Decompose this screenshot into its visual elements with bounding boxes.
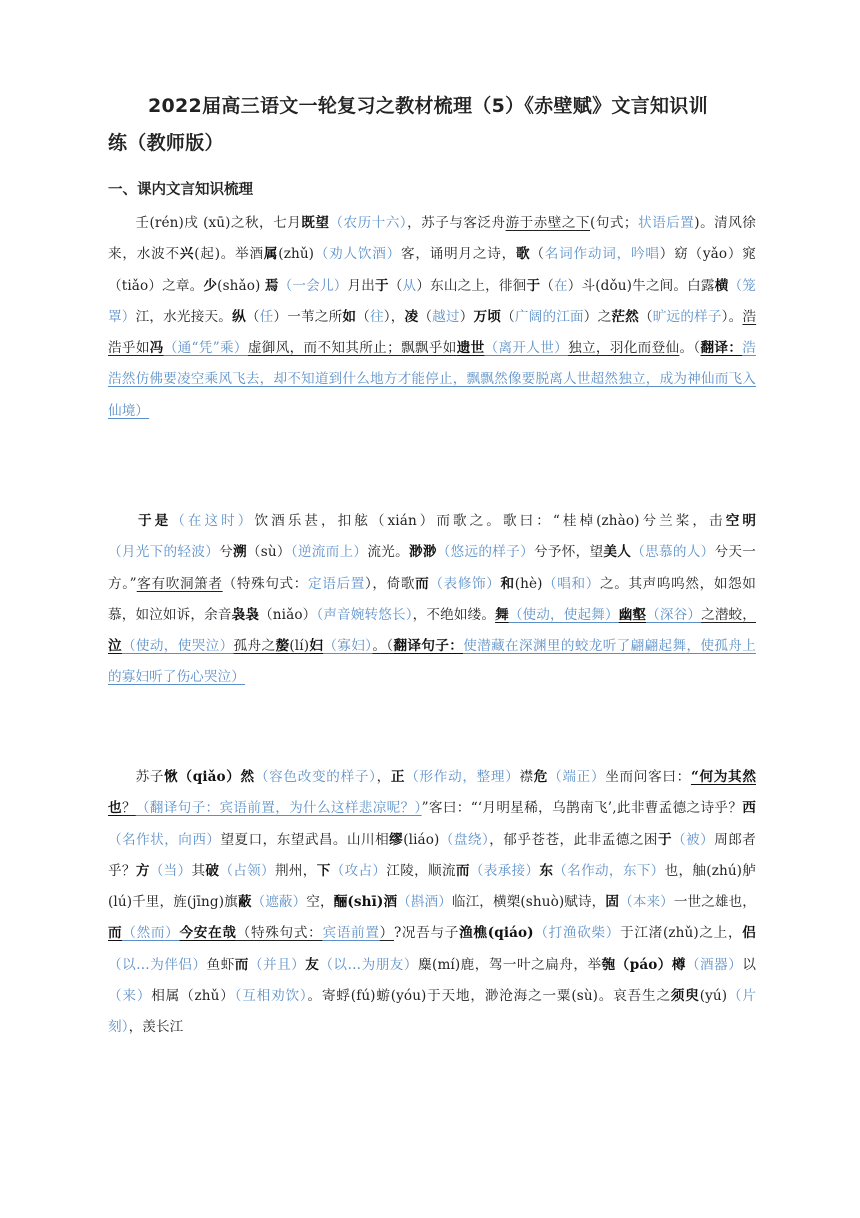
text-segment: 焉 bbox=[264, 277, 279, 294]
text-segment: （ bbox=[356, 308, 370, 325]
text-segment: （容色改变的样子） bbox=[254, 769, 377, 785]
text-segment: 袅袅 bbox=[231, 606, 260, 623]
text-segment: （ bbox=[388, 277, 403, 294]
text-segment: （来） bbox=[108, 988, 152, 1005]
text-segment: 幽壑 bbox=[618, 606, 647, 623]
text-segment: （当） bbox=[149, 862, 192, 879]
text-segment: 妇 bbox=[309, 638, 324, 655]
text-segment: ）之 bbox=[583, 308, 612, 325]
text-segment: 旷远的样子 bbox=[652, 308, 722, 325]
title-line-1: 2022届高三语文一轮复习之教材梳理（5）《赤壁赋》文言知识训 bbox=[148, 95, 708, 117]
text-segment: （ bbox=[501, 308, 515, 325]
text-segment: (lí) bbox=[289, 638, 310, 655]
text-segment: （寡妇） bbox=[323, 638, 373, 655]
text-segment: （使动，使哭泣） bbox=[121, 638, 234, 655]
text-segment: 麋(mí)鹿，驾一叶之扁舟，举 bbox=[417, 956, 602, 973]
text-segment: （表修饰） bbox=[429, 575, 501, 592]
text-segment: （声音婉转悠长） bbox=[316, 606, 413, 623]
text-segment: 属 bbox=[263, 246, 279, 263]
text-segment: 方 bbox=[135, 862, 150, 879]
text-segment: ？ bbox=[121, 800, 136, 817]
text-segment: 于是 bbox=[135, 513, 172, 529]
text-segment: 于江渚(zhǔ)之上， bbox=[620, 925, 743, 942]
text-segment: 如 bbox=[342, 308, 357, 325]
text-segment: ），倚歌 bbox=[364, 575, 416, 592]
text-segment: ，不绝如缕。 bbox=[412, 606, 496, 623]
text-segment: 而 bbox=[455, 862, 470, 879]
text-segment: （以…为朋友） bbox=[319, 956, 418, 973]
text-segment: 兮天一方。” bbox=[108, 544, 756, 592]
text-segment: ） bbox=[379, 925, 394, 942]
text-segment: 万顷 bbox=[473, 308, 502, 325]
text-segment: 其 bbox=[191, 862, 206, 879]
text-segment: （ bbox=[530, 246, 545, 263]
text-segment: 鱼虾 bbox=[206, 956, 235, 973]
text-segment: ”客曰：“‘月明星稀，乌鹊南飞’,此非曹孟德之诗乎？ bbox=[421, 800, 743, 817]
text-segment: 酾(shī)酒 bbox=[333, 894, 398, 911]
text-segment: (hè) bbox=[514, 575, 543, 592]
text-segment: 少 bbox=[203, 277, 218, 294]
text-segment: ）， bbox=[383, 308, 405, 325]
text-segment: 空明 bbox=[725, 513, 757, 529]
text-segment: ，苏子与客泛舟 bbox=[407, 215, 506, 231]
title-line-2: 练（教师版） bbox=[108, 132, 224, 154]
text-segment: 危 bbox=[533, 769, 549, 785]
text-segment: （sù） bbox=[246, 544, 291, 561]
text-segment: （ bbox=[245, 308, 260, 325]
text-segment: 而 bbox=[108, 925, 123, 942]
text-segment: 横 bbox=[714, 277, 729, 294]
text-segment: （在这时） bbox=[171, 513, 255, 529]
text-segment: 西 bbox=[742, 800, 756, 817]
text-segment: ） bbox=[459, 308, 474, 325]
text-segment: （劝人饮酒） bbox=[314, 246, 402, 263]
text-segment: 愀（qiǎo）然 bbox=[164, 769, 255, 785]
text-segment: 美人 bbox=[603, 544, 632, 561]
text-segment: （唱和） bbox=[542, 575, 600, 592]
text-segment: 侣 bbox=[742, 925, 756, 942]
text-segment: （打渔砍柴） bbox=[533, 925, 621, 942]
text-segment: 月出 bbox=[347, 277, 376, 294]
text-segment: 嫠 bbox=[275, 638, 290, 655]
text-segment: ，郁乎苍苍，此非孟德之困 bbox=[489, 831, 658, 848]
text-segment: 襟 bbox=[519, 769, 534, 785]
text-segment: 而 bbox=[415, 575, 430, 592]
text-segment: （笼罩） bbox=[108, 277, 756, 325]
text-segment: （遮蔽） bbox=[251, 894, 307, 911]
text-segment: 既望 bbox=[301, 215, 330, 231]
text-segment: 以 bbox=[742, 956, 757, 973]
text-segment: 坐而问客曰： bbox=[605, 769, 691, 785]
text-segment: ）东山之上，徘徊 bbox=[416, 277, 527, 294]
text-segment: 和 bbox=[500, 575, 515, 592]
text-segment: （占领） bbox=[219, 862, 275, 879]
text-segment: 定语后置 bbox=[308, 575, 365, 592]
text-segment: （ bbox=[638, 308, 653, 325]
text-segment: （表承接） bbox=[469, 862, 540, 879]
text-segment: 固 bbox=[605, 894, 620, 911]
text-segment: ， bbox=[376, 769, 391, 785]
text-segment: 状语后置 bbox=[637, 215, 695, 231]
text-segment: 从 bbox=[402, 277, 417, 294]
text-segment: (shǎo) bbox=[217, 277, 265, 294]
text-segment: （酒器） bbox=[685, 956, 743, 973]
text-segment: 也，舳(zhú)舻(lú)千里，旌(jīng)旗 bbox=[108, 862, 756, 911]
text-segment: 壬(rén)戌 (xū)之秋，七月 bbox=[135, 215, 302, 231]
text-segment: （通“凭”乘） bbox=[163, 340, 248, 357]
text-segment: 纵 bbox=[232, 308, 246, 325]
section-heading: 一、课内文言知识梳理 bbox=[108, 182, 253, 198]
text-segment: （端正） bbox=[548, 769, 606, 785]
text-segment: 冯 bbox=[149, 340, 164, 357]
paragraph-1 bbox=[108, 208, 756, 427]
text-segment: 名词作动词，吟唱 bbox=[544, 246, 660, 263]
text-segment: “何为其然也 bbox=[108, 769, 757, 817]
text-segment: (句式； bbox=[590, 215, 638, 231]
text-segment: 游于赤壁之下 bbox=[505, 215, 590, 231]
text-segment: （深谷） bbox=[646, 606, 702, 623]
text-segment: 茫然 bbox=[611, 308, 639, 325]
text-segment: 匏（páo）樽 bbox=[601, 956, 686, 973]
text-segment: （互相劝饮） bbox=[234, 988, 308, 1005]
text-segment: 临江，横槊(shuò)赋诗， bbox=[451, 894, 606, 911]
text-segment: 兴 bbox=[179, 246, 195, 263]
text-segment: (zhǔ) bbox=[278, 246, 315, 263]
text-segment: 客有吹洞箫者 bbox=[136, 575, 223, 592]
text-segment: 于 bbox=[526, 277, 541, 294]
text-segment: 广阔的江面 bbox=[514, 308, 584, 325]
text-segment: 往 bbox=[369, 308, 384, 325]
text-segment: （斟酒） bbox=[397, 894, 452, 911]
text-segment: （本来） bbox=[619, 894, 674, 911]
text-segment: 望夏口，东望武昌。山川相 bbox=[220, 831, 390, 848]
text-segment: （ bbox=[418, 308, 433, 325]
document-title bbox=[108, 88, 756, 162]
text-segment: 渺渺 bbox=[408, 544, 437, 561]
text-segment: 苏子 bbox=[135, 769, 165, 785]
text-segment: （一会儿） bbox=[278, 277, 348, 294]
text-segment: 在 bbox=[553, 277, 568, 294]
text-segment: 。寄蜉(fú)蝣(yóu)于天地，渺沧海之一粟(sù)。哀吾生之 bbox=[307, 988, 671, 1005]
text-segment: ，羡长江 bbox=[128, 1019, 184, 1036]
text-segment: 凌 bbox=[404, 308, 419, 325]
text-segment: （以…为伴侣） bbox=[108, 956, 207, 973]
text-segment: （特殊句式： bbox=[222, 575, 309, 592]
text-segment: 浩浩然仿佛要凌空乘风飞去，却不知道到什么地方才能停止，飘飘然像要脱离人世超然独立，成为神仙而飞入仙境） bbox=[108, 340, 756, 419]
text-segment: ）窈（yǎo）窕（tiǎo）之章。 bbox=[108, 246, 756, 294]
text-segment: 浩浩乎如 bbox=[108, 308, 757, 357]
text-segment: 。（ bbox=[679, 340, 701, 357]
text-segment: 翻译句子： bbox=[393, 638, 464, 655]
text-segment: 越过 bbox=[432, 308, 460, 325]
text-segment: 舞 bbox=[495, 606, 509, 623]
text-segment: 江，水光接天。 bbox=[135, 308, 233, 325]
text-segment: （形作动，整理） bbox=[405, 769, 520, 785]
text-segment: (liáo) bbox=[403, 831, 440, 848]
text-segment: ）。 bbox=[721, 308, 743, 325]
text-segment: 缪 bbox=[389, 831, 404, 848]
text-segment: （名作动，东下） bbox=[553, 862, 665, 879]
text-segment: 孤舟之 bbox=[233, 638, 276, 655]
text-segment: （使动，使起舞） bbox=[508, 606, 619, 623]
text-segment: ）斗(dǒu)牛之间。白露 bbox=[567, 277, 715, 294]
text-segment: 须臾 bbox=[670, 988, 700, 1005]
text-segment: 荆州， bbox=[274, 862, 317, 879]
text-segment: 饮酒乐甚，扣舷（xián）而歌之。歌曰：“桂棹(zhào)兮兰桨，击 bbox=[254, 513, 726, 529]
text-segment: （ bbox=[540, 277, 554, 294]
text-segment: (起)。举酒 bbox=[194, 246, 264, 263]
text-segment: （翻译句子：宾语前置，为什么这样悲凉呢？） bbox=[135, 800, 422, 817]
text-segment: （月光下的轻波） bbox=[108, 544, 220, 561]
text-segment: 下 bbox=[316, 862, 331, 879]
text-segment: 流光。 bbox=[367, 544, 409, 561]
text-segment: （攻占） bbox=[330, 862, 387, 879]
text-segment: 独立，羽化而登仙 bbox=[568, 340, 680, 357]
text-segment: 于 bbox=[375, 277, 389, 294]
text-segment: 兮 bbox=[219, 544, 233, 561]
text-segment: 之潜蛟， bbox=[701, 606, 756, 623]
text-segment: 翻译： bbox=[700, 340, 743, 357]
text-segment: （片刻） bbox=[108, 988, 757, 1036]
text-segment: 相属（zhǔ） bbox=[151, 988, 235, 1005]
paragraph-2 bbox=[108, 506, 756, 694]
text-segment: 蔽 bbox=[237, 894, 252, 911]
text-segment: )。清风徐来，水波不 bbox=[108, 215, 756, 263]
text-segment: 任 bbox=[259, 308, 274, 325]
text-segment: 周郎者乎？ bbox=[108, 831, 756, 879]
text-segment: 使潜藏在深渊里的蛟龙听了翩翩起舞，使孤舟上的寡妇听了伤心哭泣） bbox=[108, 638, 756, 686]
text-segment: 客，诵明月之诗， bbox=[401, 246, 517, 263]
text-segment: 正 bbox=[390, 769, 406, 785]
text-segment: ）一苇之所 bbox=[273, 308, 343, 325]
text-segment: 之。其声呜呜然，如怨如慕，如泣如诉，余音 bbox=[108, 575, 756, 623]
text-segment: 东 bbox=[539, 862, 554, 879]
text-segment: 。（ bbox=[372, 638, 394, 655]
text-segment: （被） bbox=[672, 831, 715, 848]
text-segment: (yú) bbox=[699, 988, 728, 1005]
text-segment: 渔樵(qiáo) bbox=[459, 925, 534, 942]
text-segment: 江陵，顺流 bbox=[386, 862, 456, 879]
text-segment: 遗世 bbox=[456, 340, 485, 357]
text-segment: ?况吾与子 bbox=[393, 925, 460, 942]
text-segment: （逆流而上） bbox=[290, 544, 368, 561]
text-segment: 泣 bbox=[108, 638, 122, 655]
text-segment: 于 bbox=[657, 831, 672, 848]
text-segment: （悠远的样子） bbox=[436, 544, 534, 561]
paragraph-3 bbox=[108, 762, 756, 1044]
text-segment: 宾语前置 bbox=[322, 925, 380, 942]
text-segment: （niǎo） bbox=[259, 606, 317, 623]
text-segment: （农历十六） bbox=[329, 215, 408, 231]
text-segment: 虚御风，而不知其所止；飘飘乎如 bbox=[247, 340, 457, 357]
text-segment: 兮予怀，望 bbox=[533, 544, 604, 561]
text-segment: 破 bbox=[205, 862, 220, 879]
text-segment: 今安在哉 bbox=[179, 925, 237, 942]
text-segment: （离开人世） bbox=[484, 340, 569, 357]
text-segment: 而 bbox=[234, 956, 249, 973]
text-segment: 溯 bbox=[232, 544, 247, 561]
text-segment: （特殊句式： bbox=[236, 925, 323, 942]
text-segment: 一世之雄也， bbox=[673, 894, 757, 911]
text-segment: 歌 bbox=[516, 246, 531, 263]
text-segment: （然而） bbox=[122, 925, 180, 942]
text-segment: 友 bbox=[305, 956, 320, 973]
text-segment: （名作状，向西） bbox=[108, 831, 221, 848]
text-segment: 空， bbox=[306, 894, 334, 911]
text-segment: （思慕的人） bbox=[631, 544, 715, 561]
text-segment: （盘绕） bbox=[439, 831, 490, 848]
text-segment: （并且） bbox=[248, 956, 306, 973]
